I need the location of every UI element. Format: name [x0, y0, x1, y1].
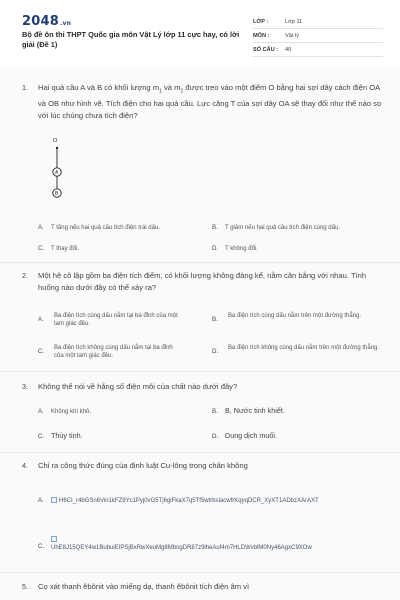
question-text: [38, 82, 383, 123]
question-text: Không thể nói về hằng số điện môi của chất nào dưới đây?: [38, 382, 238, 391]
document-title: Bộ đề ôn thi THPT Quốc gia môn Vật Lý lớp 11 cực hay, có lời giải (Đề 1): [22, 30, 240, 49]
broken-image-icon: [51, 497, 57, 503]
meta-value: Lớp 11: [285, 19, 303, 25]
broken-formula-image: [51, 497, 400, 505]
option-letter: C.: [38, 433, 45, 440]
subscript: 2: [180, 88, 184, 95]
option-text: Ba điện tích không cùng dấu nằm tại ba đỉnh của một tam giác đều.: [54, 345, 173, 359]
subscript: 1: [159, 88, 162, 95]
option-letter: C.: [38, 348, 45, 355]
ball-b-label: B: [55, 191, 59, 198]
meta-value: 40: [285, 47, 292, 53]
option-text: Thủy tinh.: [51, 431, 83, 440]
option-letter: D.: [212, 433, 219, 440]
option-text: Dung dịch muối.: [225, 431, 277, 440]
option-text: Không khí khô.: [51, 409, 92, 415]
question-divider: [0, 572, 400, 573]
question-number: 4.: [22, 461, 28, 470]
option-text: B, Nước tinh khiết.: [225, 406, 285, 415]
pendulum-figure: [40, 134, 76, 200]
option-text: T giảm nếu hai quả cầu tích điện cùng dấu.: [225, 225, 340, 231]
question-divider: [0, 371, 400, 372]
image-alt-text: UhE8J15QEY4w1BubulEIPSjBxRwXeuMg8MbngDR87z9lheAuf4m7HLDWvblM0Ny46AgxC9XOw: [51, 545, 312, 551]
broken-image-icon: [51, 536, 57, 542]
option-letter: B.: [212, 316, 218, 323]
option-letter: B.: [212, 224, 218, 231]
option-text: Ba điện tích cùng dấu nằm trên một đường thẳng.: [228, 313, 362, 319]
question-number: 1.: [22, 83, 28, 92]
question-text: Cọ xát thanh êbônit vào miếng dạ, thanh êbônit tích điện âm vì: [38, 582, 250, 591]
option-letter: A.: [38, 224, 44, 231]
logo-text: 2048: [22, 14, 59, 29]
option-letter: A.: [38, 408, 44, 415]
question-text: Một hệ cô lập gồm ba điện tích điểm, có khối lượng không đáng kể, nằm cân bằng với nhau. Tình huống nào dưới đây có thể xảy ra?: [38, 271, 367, 293]
broken-formula-image: [51, 536, 400, 556]
meta-label: LỚP :: [253, 19, 269, 25]
meta-value: Vật lý: [285, 33, 299, 39]
option-letter: B.: [212, 408, 218, 415]
question-text-part: được treo vào một điểm O bằng hai sợi dây cách điện OA và OB như hình vẽ. Tích điện cho hai quả cầu. Lực căng T của sợi dây OA sẽ thay đổi như thế nào so với lúc chúng chưa tích điện?: [38, 83, 382, 121]
question-number: 5.: [22, 582, 28, 591]
site-logo[interactable]: [22, 14, 71, 29]
option-letter: C.: [38, 543, 45, 550]
question-text: Chỉ ra công thức đúng của định luật Cu-lông trong chân không: [38, 461, 248, 470]
meta-row-count: [253, 43, 383, 57]
option-letter: A.: [38, 316, 44, 323]
ball-a-label: A: [55, 170, 59, 177]
option-letter: D.: [212, 348, 219, 355]
option-letter: D.: [212, 245, 219, 252]
option-text: T tăng nếu hai quả cầu tích điện trái dấu.: [51, 225, 160, 231]
question-number: 3.: [22, 382, 28, 391]
meta-row-subject: [253, 29, 383, 43]
option-letter: A.: [38, 497, 44, 504]
document-meta: [253, 15, 383, 57]
option-text: Ba điện tích cùng dấu nằm tại ba đỉnh của một tam giác đều.: [54, 313, 178, 327]
option-letter: C.: [38, 245, 45, 252]
meta-row-class: [253, 15, 383, 29]
option-text: T thay đổi.: [51, 246, 79, 252]
meta-label: SỐ CÂU :: [253, 47, 279, 53]
question-number: 2.: [22, 271, 28, 280]
image-alt-text: H6CI_r4bGSn6Vin1kFZ9Yc1Pyj0vG5Tj6giFkaX7q5Tf5wtrbslacwfrKqyqDCR_XyXT1ADbzXArAXT: [59, 498, 319, 504]
question-text-part: Hai quả cầu A và B có khối lượng m: [38, 83, 160, 92]
point-o-label: O: [53, 138, 58, 144]
page-header: [0, 0, 400, 64]
question-text-part: và m: [161, 83, 181, 92]
meta-label: MÔN :: [253, 33, 270, 39]
question-divider: [0, 452, 400, 453]
logo-suffix: .vn: [59, 20, 72, 27]
option-text: Ba điện tích không cùng dấu nằm trên một đường thẳng.: [228, 345, 380, 351]
option-text: T không đổi.: [225, 246, 258, 252]
question-divider: [0, 262, 400, 263]
